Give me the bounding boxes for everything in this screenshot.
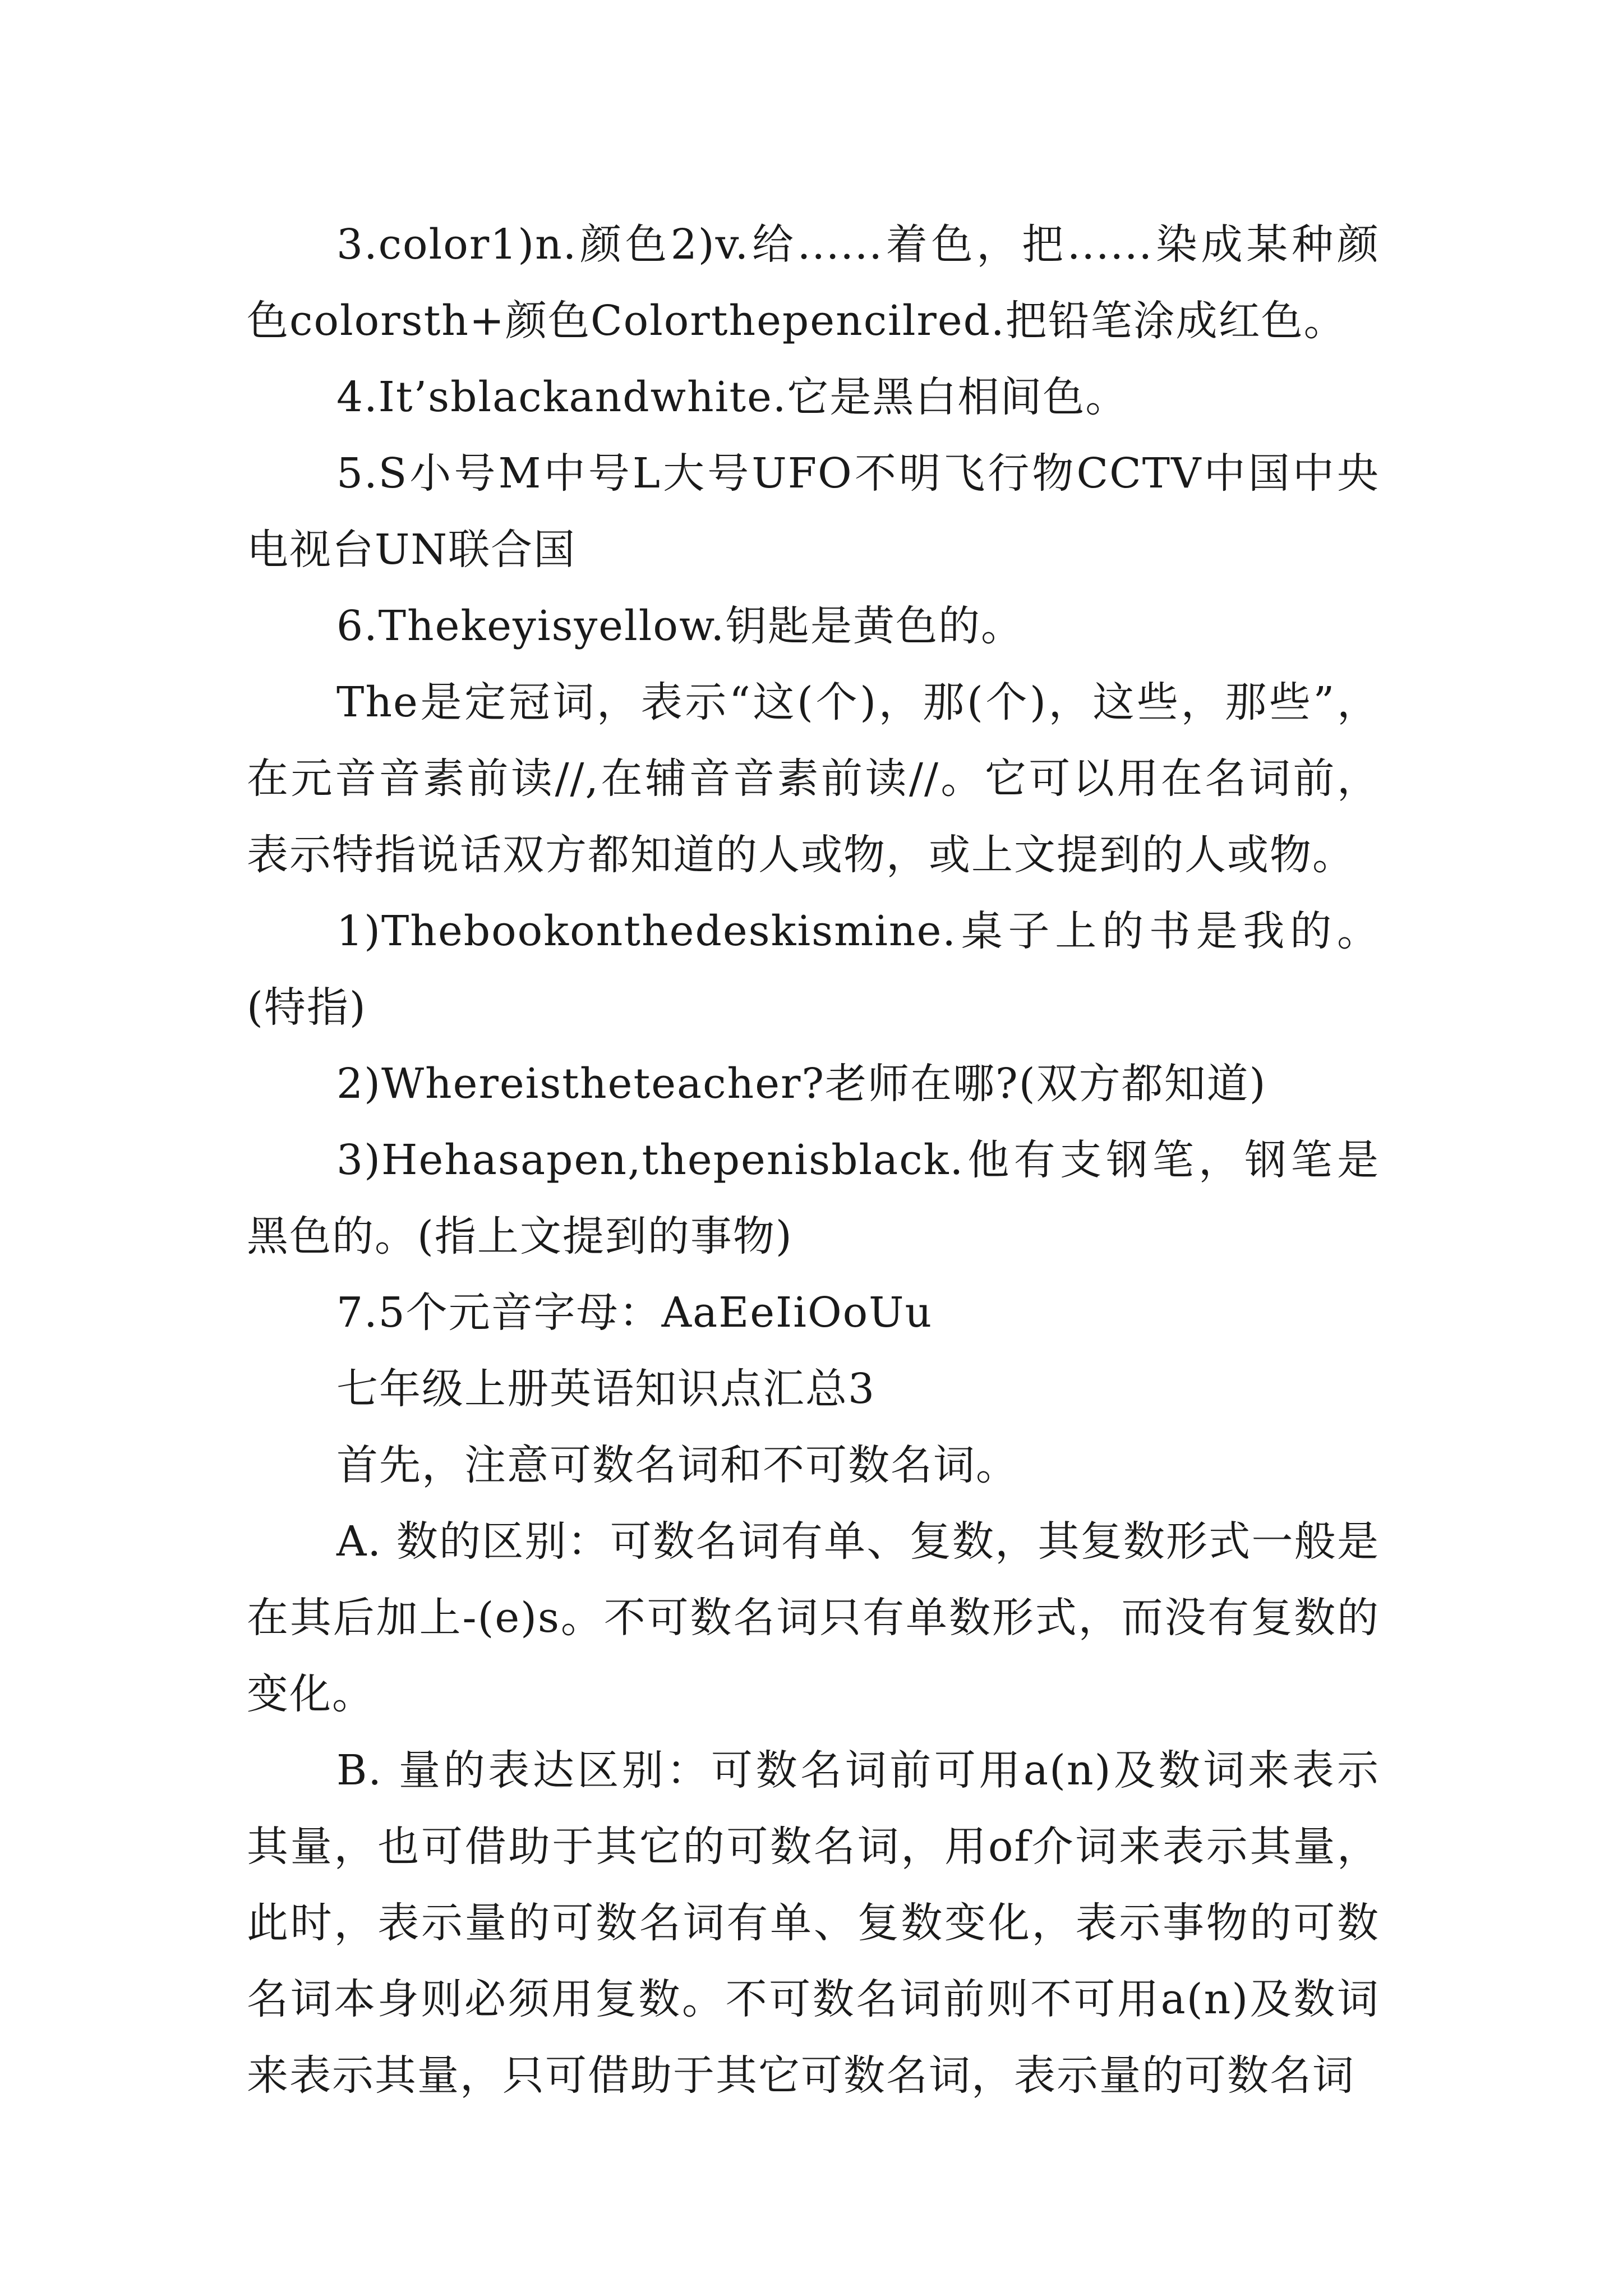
paragraph-color: 3.color1)n.颜色2)v.给......着色，把......染成某种颜色colorsth+颜色Colorthepencilred.把铅笔涂成红色。 — [247, 220, 1380, 345]
document-body — [247, 206, 1380, 2114]
paragraph-definite-article: The是定冠词，表示“这(个)，那(个)，这些，那些”，在元音音素前读//,在辅音音素前读//。它可以用在名词前，表示特指说话双方都知道的人或物，或上文提到的人或物。 — [247, 678, 1380, 879]
paragraph-number-difference: A. 数的区别：可数名词有单、复数，其复数形式一般是在其后加上-(e)s。不可数名词只有单数形式，而没有复数的变化。 — [247, 1517, 1380, 1718]
paragraph-example-3: 3)Hehasapen,thepenisblack.他有支钢笔，钢笔是黑色的。(指上文提到的事物) — [247, 1136, 1380, 1260]
paragraph-abbreviations: 5.S小号M中号L大号UFO不明飞行物CCTV中国中央电视台UN联合国 — [247, 449, 1380, 574]
paragraph-example-2: 2)Whereistheteacher?老师在哪?(双方都知道) — [336, 1060, 1267, 1108]
paragraph-example-1: 1)Thebookonthedeskismine.桌子上的书是我的。(特指) — [247, 907, 1380, 1032]
paragraph-vowels: 7.5个元音字母：AaEeIiOoUu — [336, 1289, 933, 1337]
section-heading: 七年级上册英语知识点汇总3 — [336, 1365, 876, 1413]
paragraph-key-yellow: 6.Thekeyisyellow.钥匙是黄色的。 — [336, 602, 1024, 650]
paragraph-black-and-white: 4.It’sblackandwhite.它是黑白相间色。 — [336, 373, 1128, 421]
paragraph-quantity-difference: B. 量的表达区别：可数名词前可用a(n)及数词来表示其量，也可借助于其它的可数名词，用of介词来表示其量，此时，表示量的可数名词有单、复数变化，表示事物的可数名词本身则必须用复数。不可数名词前则不可用a(n)及数词来表示其量，只可借助于其它可数名词，表示量的可数名词 — [247, 1746, 1380, 2100]
paragraph-countable-intro: 首先，注意可数名词和不可数名词。 — [336, 1441, 1018, 1489]
